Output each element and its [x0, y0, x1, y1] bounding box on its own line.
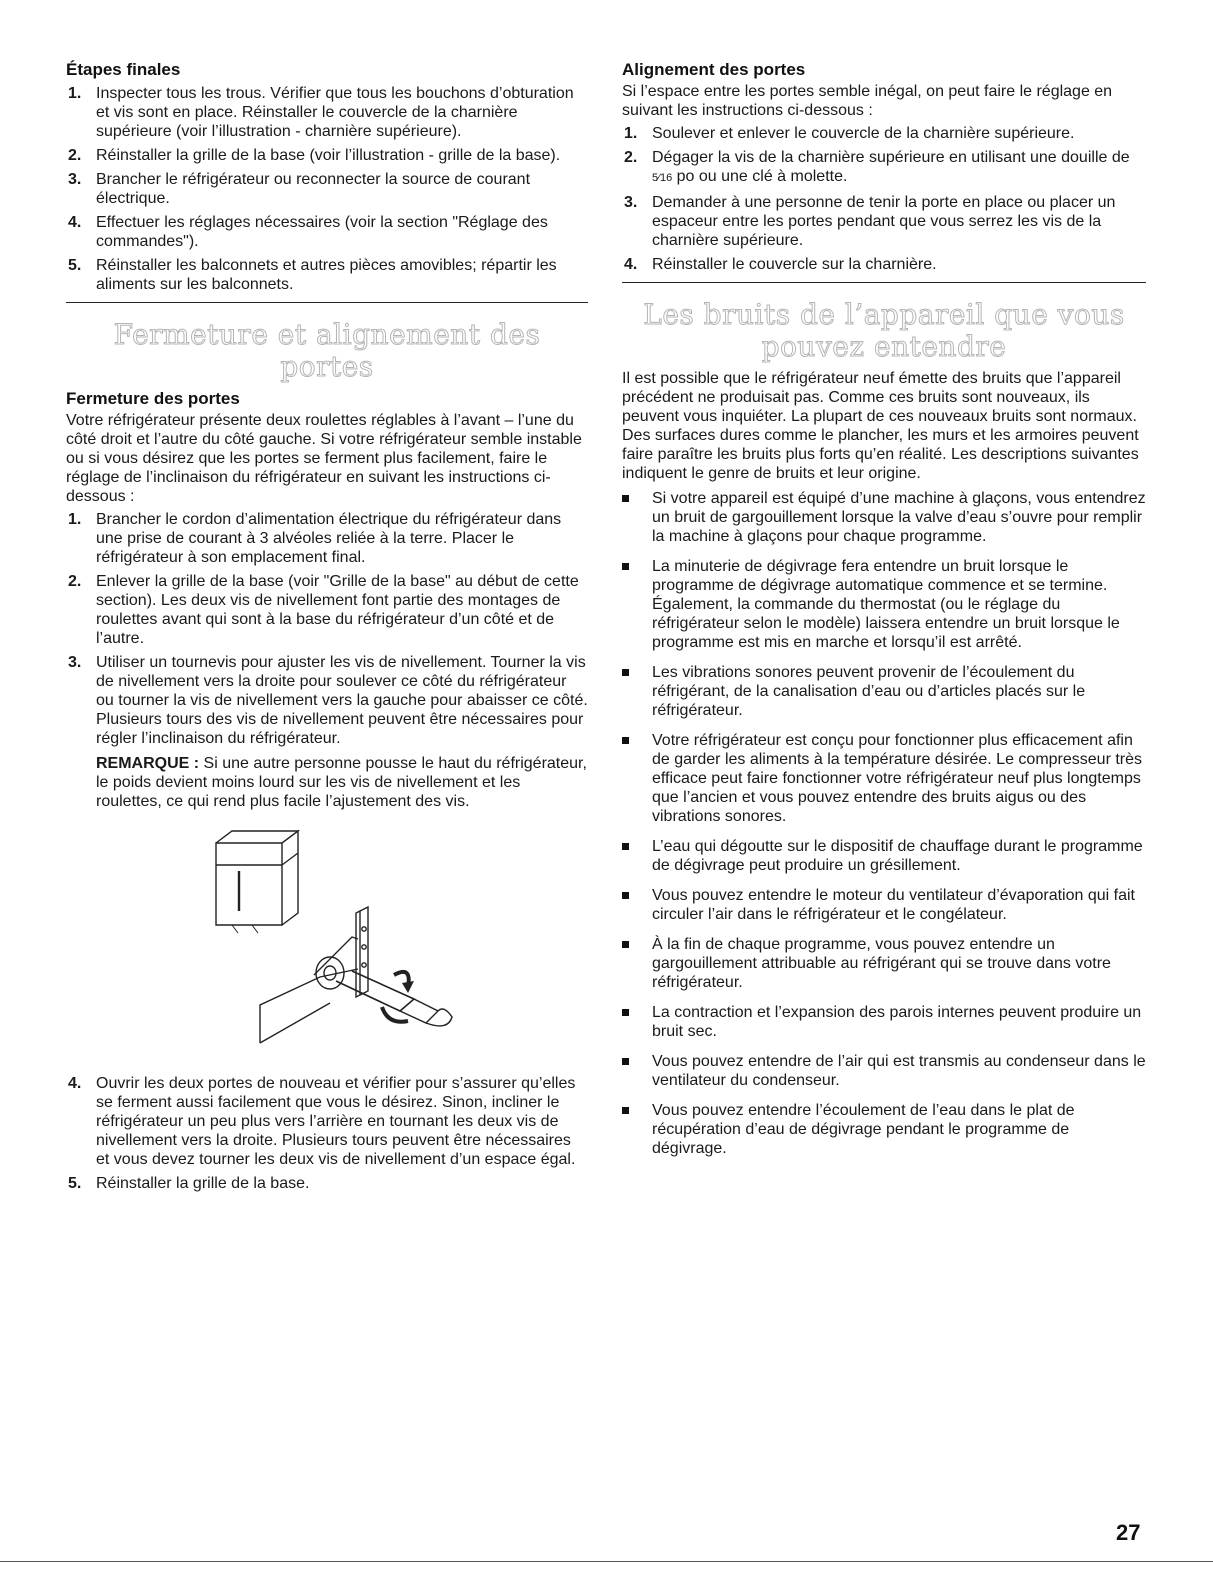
bullet-square-icon [622, 737, 629, 744]
list-item: 2. Enlever la grille de la base (voir "Grille de la base" au début de cette section). Les deux vis de nivellement font partie des montages de roulettes avant qui sont à la base du réfrigérateur d’un côté et de l’autre. [68, 573, 579, 647]
divider [66, 302, 588, 303]
list-item: Vous pouvez entendre le moteur du ventilateur d’évaporation qui fait circuler l’air dans le réfrigérateur et le congélateur. [622, 886, 1146, 924]
alignement-steps [622, 124, 1146, 274]
list-item: Votre réfrigérateur est conçu pour fonctionner plus efficacement afin de garder les aliments à la température désirée. Le compresseur très efficace peut faire fonctionner votre réfrigérateur neuf plus longtemps que l’ancien et vous pouvez entendre des bruits aigus ou des vibrations sonores. [622, 731, 1146, 826]
list-item: Les vibrations sonores peuvent provenir de l’écoulement du réfrigérant, de la canalisation d’eau ou d’articles placés sur le réfrigérateur. [622, 663, 1146, 720]
list-item: 4. Réinstaller le couvercle sur la charnière. [624, 256, 937, 273]
list-item: Vous pouvez entendre de l’air qui est transmis au condenseur dans le ventilateur du condenseur. [622, 1052, 1146, 1090]
list-item: La minuterie de dégivrage fera entendre un bruit lorsque le programme de dégivrage automatique commence et se termine. Également, la commande du thermostat (ou le réglage du réfrigérateur selon le modèle) laissera entendre un bruit lorsque le programme est mis en marche et lorsqu’il est arrêté. [622, 557, 1146, 652]
list-item: Vous pouvez entendre l’écoulement de l’eau dans le plat de récupération d’eau de dégivrage pendant le programme de dégivrage. [622, 1101, 1146, 1158]
list-item: 1. Inspecter tous les trous. Vérifier que tous les bouchons d’obturation et vis sont en place. Réinstaller le couvercle de la charnière supérieure (voir l’illustration - charnière supérieure). [68, 85, 574, 140]
bullet-square-icon [622, 563, 629, 570]
list-item: 5. Réinstaller la grille de la base. [68, 1175, 310, 1192]
fermeture-steps [66, 510, 588, 748]
list-item: 5. Réinstaller les balconnets et autres pièces amovibles; répartir les aliments sur les balconnets. [68, 257, 557, 293]
left-column [66, 60, 588, 1198]
list-item: La contraction et l’expansion des parois internes peuvent produire un bruit sec. [622, 1003, 1146, 1041]
bullet-square-icon [622, 1107, 629, 1114]
bullet-square-icon [622, 1058, 629, 1065]
bullet-square-icon [622, 843, 629, 850]
heading-alignement-portes: Alignement des portes [622, 60, 806, 79]
etapes-finales-list [66, 84, 588, 294]
list-item: 1. Brancher le cordon d’alimentation électrique du réfrigérateur dans une prise de courant à 3 alvéoles reliée à la terre. Placer le réfrigérateur à son emplacement final. [68, 511, 562, 566]
list-item: 2. Réinstaller la grille de la base (voir l’illustration - grille de la base). [68, 147, 561, 164]
bullet-square-icon [622, 892, 629, 899]
bruits-list [622, 489, 1146, 1158]
leveling-screw-illustration [212, 825, 462, 1047]
list-item: 1. Soulever et enlever le couvercle de la charnière supérieure. [624, 125, 1075, 142]
list-item: L’eau qui dégoutte sur le dispositif de chauffage durant le programme de dégivrage peut produire un grésillement. [622, 837, 1146, 875]
bullet-square-icon [622, 669, 629, 676]
bullet-square-icon [622, 495, 629, 502]
list-item: 3. Utiliser un tournevis pour ajuster les vis de nivellement. Tourner la vis de nivellement vers la droite pour soulever ce côté du réfrigérateur ou tourner la vis de nivellement vers la gauche pour abaisser ce côté. Plusieurs tours des vis de nivellement peuvent être nécessaires pour régler l’inclinaison du réfrigérateur. [68, 654, 588, 747]
list-item: 2. Dégager la vis de la charnière supérieure en utilisant une douille de 5⁄16 po ou une clé à molette. [624, 149, 1130, 185]
right-column [622, 60, 1146, 1169]
list-item: Si votre appareil est équipé d’une machine à glaçons, vous entendrez un bruit de gargouillement lorsque la valve d’eau s’ouvre pour remplir la machine à glaçons pour chaque programme. [622, 489, 1146, 546]
heading-etapes-finales: Étapes finales [66, 60, 181, 79]
list-item: 3. Demander à une personne de tenir la porte en place ou placer un espaceur entre les portes pendant que vous serrez les vis de la charnière supérieure. [624, 194, 1116, 249]
bullet-square-icon [622, 941, 629, 948]
list-item: 4. Ouvrir les deux portes de nouveau et vérifier pour s’assurer qu’elles se ferment aussi facilement que vous le désirez. Sinon, incliner le réfrigérateur un peu plus vers l’arrière en tournant les deux vis de nivellement vers la droite. Plusieurs tours peuvent être nécessaires et vous devez tourner les deux vis de nivellement d’un espace égal. [68, 1075, 576, 1168]
fermeture-steps-continued [66, 1074, 588, 1193]
bullet-square-icon [622, 1009, 629, 1016]
divider [622, 282, 1146, 283]
bruits-intro: Il est possible que le réfrigérateur neuf émette des bruits que l’appareil précédent ne produisait pas. Comme ces bruits sont nouveaux, ils peuvent vous inquiéter. La plupart de ces nouveaux bruits sont normaux. Des surfaces dures comme le plancher, les murs et les armoires peuvent faire paraître les bruits plus forts qu’en réalité. Les descriptions suivantes indiquent le genre de bruits et leur origine. [622, 370, 1139, 482]
fermeture-intro: Votre réfrigérateur présente deux roulettes réglables à l’avant – l’une du côté droit et l’autre du côté gauche. Si votre réfrigérateur semble instable ou si vous désirez que les portes se ferment plus facilement, faire le réglage de l’inclinaison du réfrigérateur en suivant les instructions ci-dessous : [66, 412, 582, 505]
section-title-fermeture: Fermeture et alignement des portes [113, 318, 541, 383]
divider [0, 1561, 1213, 1562]
alignement-intro: Si l’espace entre les portes semble inégal, on peut faire le réglage en suivant les instructions ci-dessous : [622, 83, 1113, 119]
page-number: 27 [1116, 1520, 1141, 1545]
list-item: À la fin de chaque programme, vous pouvez entendre un gargouillement attribuable au réfrigérant qui se trouve dans votre réfrigérateur. [622, 935, 1146, 992]
list-item: 4. Effectuer les réglages nécessaires (voir la section "Réglage des commandes"). [68, 214, 548, 250]
section-title-bruits: Les bruits de l’appareil que vous pouvez entendre [643, 298, 1125, 363]
remarque-note: REMARQUE : Si une autre personne pousse le haut du réfrigérateur, le poids devient moins lourd sur les vis de nivellement et les roulettes, ce qui rend plus facile l’ajustement des vis. [96, 755, 587, 810]
list-item: 3. Brancher le réfrigérateur ou reconnecter la source de courant électrique. [68, 171, 531, 207]
heading-fermeture-portes: Fermeture des portes [66, 389, 240, 408]
